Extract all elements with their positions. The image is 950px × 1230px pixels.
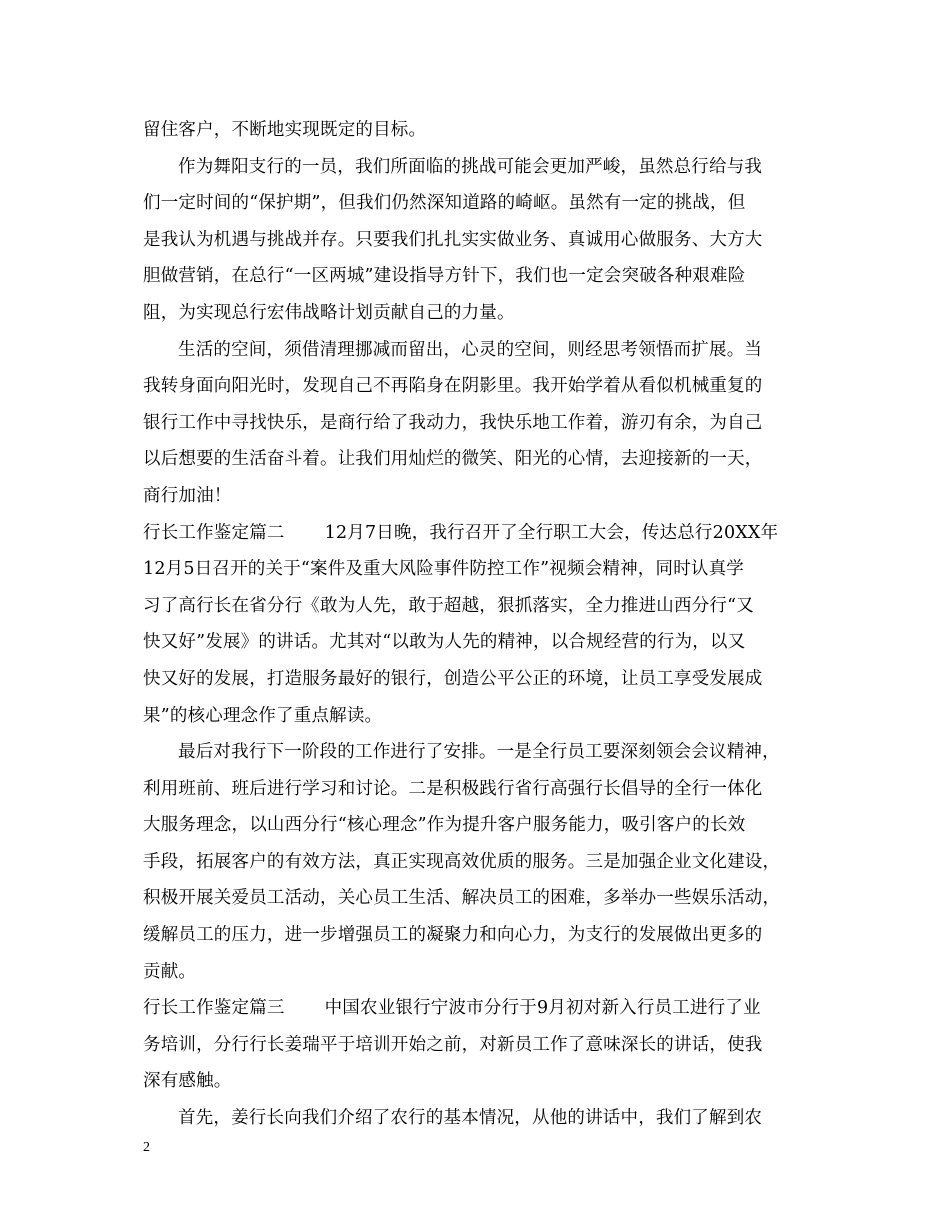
text-line	[143, 880, 807, 917]
text-line	[143, 551, 807, 588]
line-text: 我转身面向阳光时，发现自己不再陷身在阴影里。我开始学着从看似机械重复的	[143, 376, 763, 397]
line-text: 果”的核心理念作了重点解读。	[143, 705, 383, 726]
text-line	[143, 1063, 807, 1100]
text-line	[143, 844, 807, 881]
line-text: 们一定时间的“保护期”，但我们仍然深知道路的崎岖。虽然有一定的挑战，但	[143, 193, 746, 214]
section-heading-line	[143, 990, 807, 1027]
text-line	[143, 734, 807, 771]
line-text: 贡献。	[143, 961, 197, 982]
text-line	[143, 588, 807, 625]
text-line	[143, 405, 807, 442]
line-text: 阻，为实现总行宏伟战略计划贡献自己的力量。	[143, 302, 515, 323]
text-line	[143, 441, 807, 478]
line-text: 快又好”发展》的讲话。尤其对“以敢为人先的精神，以合规经营的行为，以又	[143, 632, 746, 653]
line-text: 最后对我行下一阶段的工作进行了安排。一是全行员工要深刻领会会议精神，	[178, 742, 780, 763]
text-line	[143, 771, 807, 808]
line-text: 深有感触。	[143, 1071, 232, 1092]
text-line	[143, 368, 807, 405]
text-line	[143, 332, 807, 369]
text-line	[143, 954, 807, 991]
text-line	[143, 185, 807, 222]
text-line	[143, 661, 807, 698]
line-text: 利用班前、班后进行学习和讨论。二是积极践行省行高强行长倡导的全行一体化	[143, 778, 763, 799]
line-text: 积极开展关爱员工活动，关心员工生活、解决员工的困难，多举办一些娱乐活动，	[143, 888, 781, 909]
line-text: 胆做营销，在总行“一区两城”建设指导方针下，我们也一定会突破各种艰难险	[143, 266, 746, 287]
text-line	[143, 624, 807, 661]
line-text: 首先，姜行长向我们介绍了农行的基本情况，从他的讲话中，我们了解到农	[178, 1108, 763, 1129]
section-heading: 行长工作鉴定篇二	[143, 522, 285, 543]
text-line	[143, 112, 807, 149]
text-line	[143, 807, 807, 844]
line-text: 商行加油！	[143, 485, 232, 506]
line-text: 留住客户，不断地实现既定的目标。	[143, 120, 427, 140]
line-text: 12月5日召开的关于“案件及重大风险事件防控工作”视频会精神，同时认真学	[143, 559, 744, 580]
line-text: 生活的空间，须借清理挪减而留出，心灵的空间，则经思考领悟而扩展。当	[178, 339, 763, 360]
line-text: 缓解员工的压力，进一步增强员工的凝聚力和向心力，为支行的发展做出更多的	[143, 925, 763, 946]
line-text: 务培训，分行行长姜瑞平于培训开始之前，对新员工作了意味深长的讲话，使我	[143, 1034, 763, 1055]
line-text: 快又好的发展，打造服务最好的银行，创造公平公正的环境，让员工享受发展成	[143, 668, 763, 689]
line-text: 作为舞阳支行的一员，我们所面临的挑战可能会更加严峻，虽然总行给与我	[178, 156, 763, 177]
text-line	[143, 478, 807, 515]
text-line	[143, 222, 807, 259]
text-line	[143, 917, 807, 954]
text-line	[143, 258, 807, 295]
section-heading-line	[143, 515, 807, 552]
line-text: 大服务理念，以山西分行“核心理念”作为提升客户服务能力，吸引客户的长效	[143, 815, 746, 836]
section-heading: 行长工作鉴定篇三	[143, 998, 285, 1019]
line-text: 银行工作中寻找快乐，是商行给了我动力，我快乐地工作着，游刃有余，为自己	[143, 412, 763, 433]
text-line	[143, 295, 807, 332]
page-number: 2	[143, 1140, 150, 1155]
text-line	[143, 149, 807, 186]
line-text: 中国农业银行宁波市分行于9月初对新入行员工进行了业	[324, 998, 761, 1019]
text-line	[143, 1027, 807, 1064]
document-body	[143, 112, 807, 1137]
line-text: 手段，拓展客户的有效方法，真正实现高效优质的服务。三是加强企业文化建设，	[143, 851, 781, 872]
line-text: 12月7日晚，我行召开了全行职工大会，传达总行20XX年	[324, 522, 779, 543]
text-line	[143, 1100, 807, 1137]
line-text: 以后想要的生活奋斗着。让我们用灿烂的微笑、阳光的心情，去迎接新的一天，	[143, 449, 763, 470]
line-text: 习了高行长在省分行《敢为人先，敢于超越，狠抓落实，全力推进山西分行“又	[143, 595, 754, 616]
text-line	[143, 698, 807, 735]
line-text: 是我认为机遇与挑战并存。只要我们扎扎实实做业务、真诚用心做服务、大方大	[143, 229, 763, 250]
